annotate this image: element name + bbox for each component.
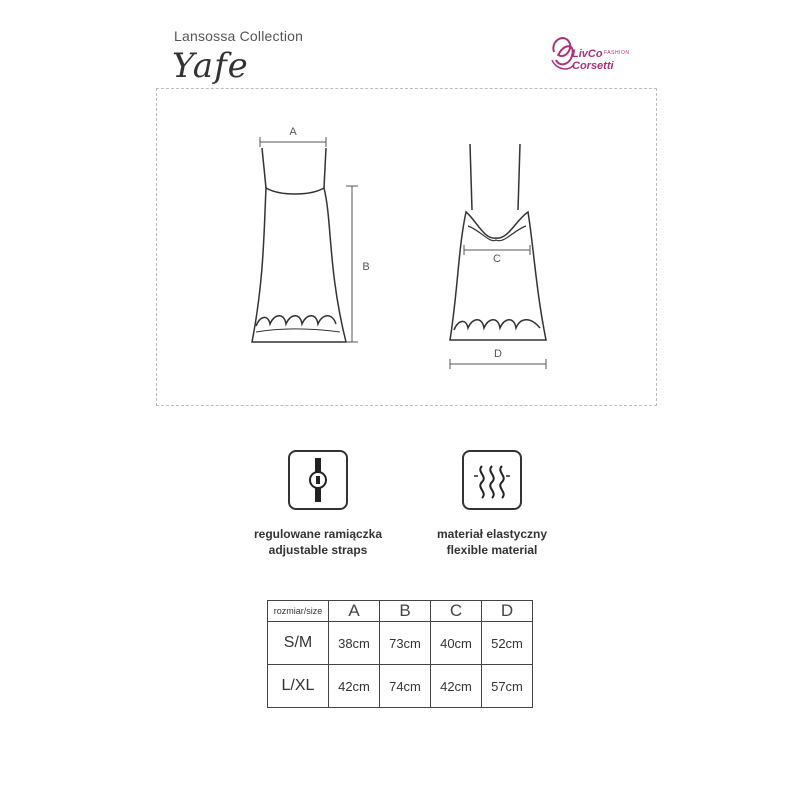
table-row bbox=[268, 665, 533, 708]
front-garment-drawing bbox=[240, 120, 380, 360]
label-d: D bbox=[494, 348, 502, 360]
brand-name-line2: Corsetti bbox=[572, 60, 614, 72]
table-header-row bbox=[268, 601, 533, 622]
flexible-material-icon bbox=[462, 450, 522, 510]
adjustable-strap-icon bbox=[288, 450, 348, 510]
feature-label-pl-material: materiał elastyczny bbox=[436, 527, 548, 541]
product-name: Yafe bbox=[172, 46, 249, 86]
back-garment-drawing bbox=[440, 140, 560, 380]
label-c: C bbox=[493, 253, 501, 265]
feature-label-en-straps: adjustable straps bbox=[268, 543, 368, 557]
strap-glyph-icon bbox=[290, 452, 346, 508]
brand-logo bbox=[548, 30, 648, 80]
feature-label-en-material: flexible material bbox=[446, 543, 538, 557]
size-corner-label: rozmiar/size bbox=[268, 601, 329, 622]
table-cell: 42cm bbox=[329, 665, 380, 708]
column-header: B bbox=[380, 601, 431, 622]
column-header: C bbox=[431, 601, 482, 622]
label-a: A bbox=[289, 126, 297, 138]
feature-label-pl-straps: regulowane ramiączka bbox=[253, 527, 383, 541]
table-row bbox=[268, 622, 533, 665]
table-cell: 52cm bbox=[482, 622, 533, 665]
table-cell: 40cm bbox=[431, 622, 482, 665]
table-cell: 38cm bbox=[329, 622, 380, 665]
measurement-diagram-frame bbox=[156, 88, 657, 406]
collection-name: Lansossa Collection bbox=[174, 28, 304, 44]
column-header: D bbox=[482, 601, 533, 622]
label-b: B bbox=[362, 261, 370, 273]
wave-glyph-icon bbox=[464, 452, 520, 508]
table-cell: 42cm bbox=[431, 665, 482, 708]
table-cell: 74cm bbox=[380, 665, 431, 708]
brand-tag: FASHION bbox=[604, 50, 630, 56]
column-header: A bbox=[329, 601, 380, 622]
table-cell: 73cm bbox=[380, 622, 431, 665]
size-table bbox=[267, 600, 533, 708]
table-cell: 57cm bbox=[482, 665, 533, 708]
size-label: L/XL bbox=[268, 665, 329, 708]
brand-name-line1: LivCo bbox=[572, 48, 603, 60]
size-label: S/M bbox=[268, 622, 329, 665]
